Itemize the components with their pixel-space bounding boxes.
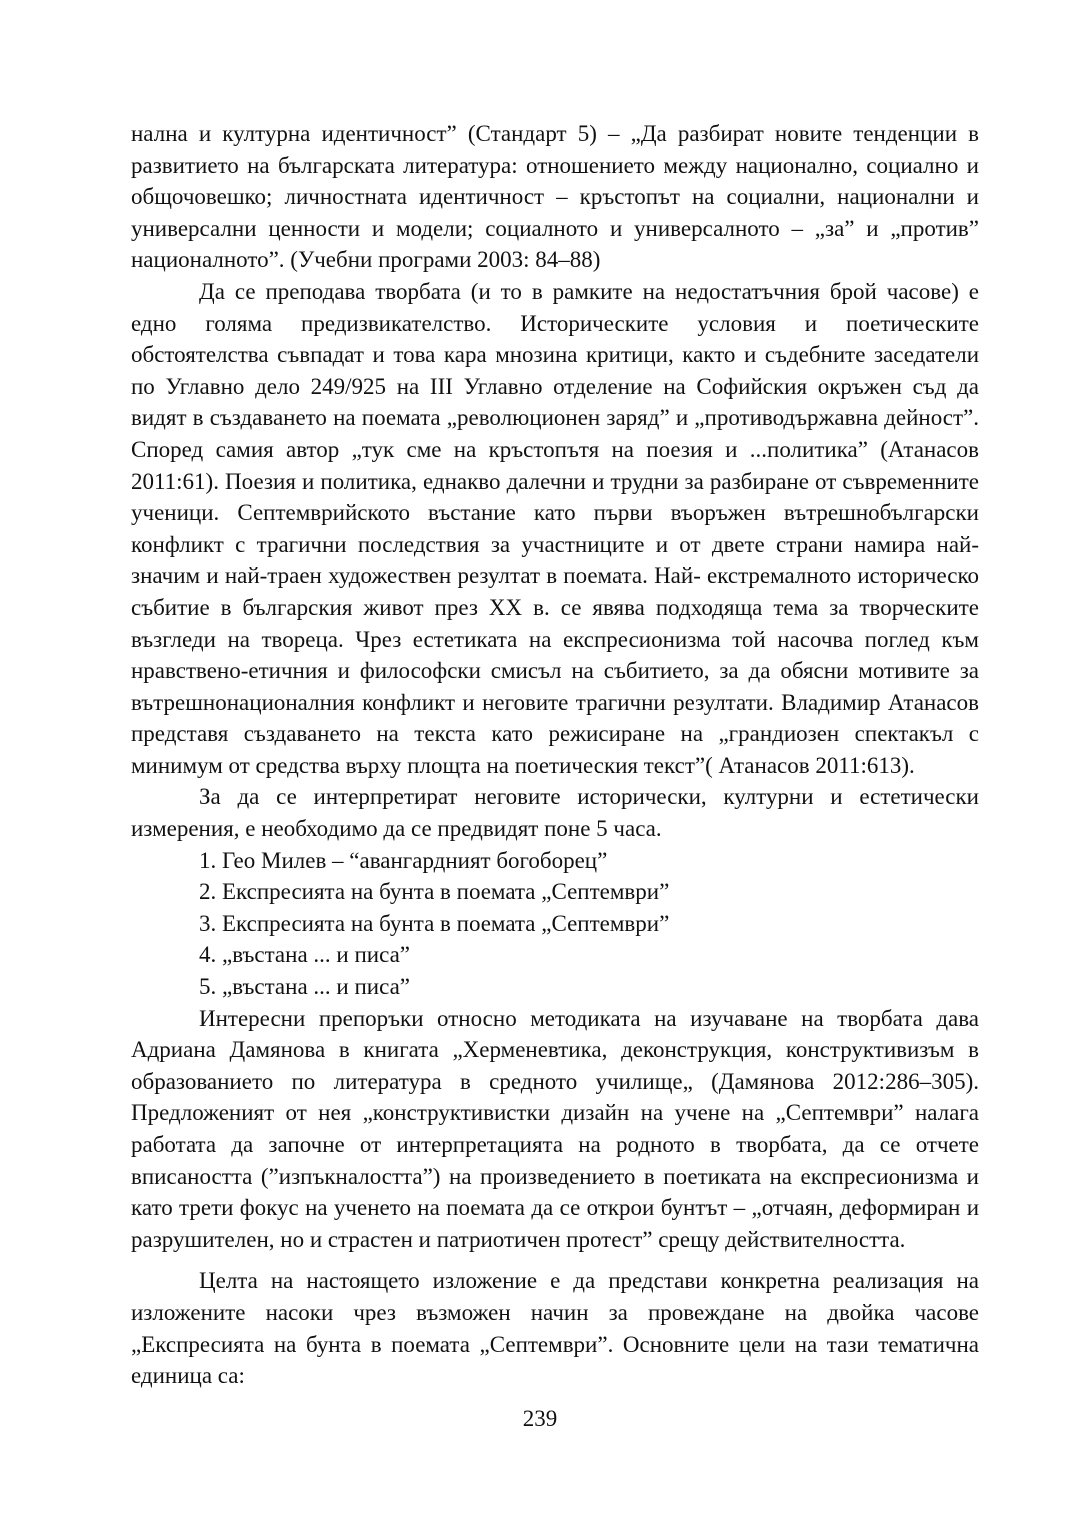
paragraph-hours: За да се интерпретират неговите исторически, културни и естетически измерения, е необходимо да се предвидят поне 5 часа. — [131, 784, 979, 842]
page-number: 239 — [522, 1406, 558, 1431]
list-item: 2. Експресията на бунта в поемата „Септември” — [199, 879, 670, 905]
list-item: 1. Гео Милев – “авангардният богоборец” — [199, 847, 608, 873]
lesson-list — [131, 845, 979, 1003]
page-body — [131, 118, 979, 1392]
paragraph-challenge: Да се преподава творбата (и то в рамките на недостатъчния брой часове) е едно голяма предизвикателство. Историческите условия и поетическите обстоятелства съвпадат и това кара мнозина критици, както и съдебните заседатели по Углавно дело 249/925 на III Углавно отделение на Софийския окръжен съд да видят в създаването на поемата „революционен заряд” и „противодържавна дейност”. Според самия автор „тук сме на кръстопътя на поезия и ...политика” (Атанасов 2011:61). Поезия и политика, еднакво далечни и трудни за разбиране от съвременните ученици. Септемврийското въстание като първи въоръжен вътрешнобългарски конфликт с трагични последствия за участниците и от двете страни намира най-значим и най-траен художествен резултат в поемата. Най- екстремалното историческо събитие в българския живот през XX в. се явява подходяща тема за творческите възгледи на твореца. Чрез естетиката на експресионизма той насочва поглед към нравствено-етичния и философски смисъл на събитието, за да обясни мотивите за вътрешнонационалния конфликт и неговите трагични резултати. Владимир Атанасов представя създаването на текста като режисиране на „грандиозен спектакъл с минимум от средства върху площта на поетическия текст”( Атанасов 2011:613). — [131, 278, 979, 778]
list-item: 5. „въстана ... и писа” — [199, 974, 410, 1000]
paragraph-goal: Целта на настоящето изложение е да представи конкретна реализация на изложените насоки чрез възможен начин за провеждане на двойка часове „Експресията на бунта в поемата „Септември”. Основните цели на тази тематична единица са: — [131, 1268, 979, 1389]
list-item: 3. Експресията на бунта в поемата „Септември” — [199, 910, 670, 936]
list-item: 4. „въстана ... и писа” — [199, 942, 410, 968]
paragraph-standards: нална и културна идентичност” (Стандарт 5) – „Да разбират новите тенденции в развитието на българската литература: отношението между национално, социално и общочовешко; личностната идентичност – кръстопът на социални, национални и универсални ценности и модели; социалното и универсалното – „за” и „против” националното”. (Учебни програми 2003: 84–88) — [131, 121, 979, 273]
paragraph-recommendations: Интересни препоръки относно методиката на изучаване на творбата дава Адриана Дамянова в книгата „Херменевтика, деконструкция, конструктивизъм в образованието по литература в средното училище„ (Дамянова 2012:286–305). Предложеният от нея „конструктивистки дизайн на учене на „Септември” налага работата да започне от интерпретацията на родното в творбата, да се отчете вписаността (”изпъкналостта”) на произведението в поетиката на експресионизма и като трети фокус на ученето на поемата да се открои бунтът – „отчаян, деформиран и разрушителен, но и страстен и патриотичен протест” срещу действителността. — [131, 1005, 979, 1252]
